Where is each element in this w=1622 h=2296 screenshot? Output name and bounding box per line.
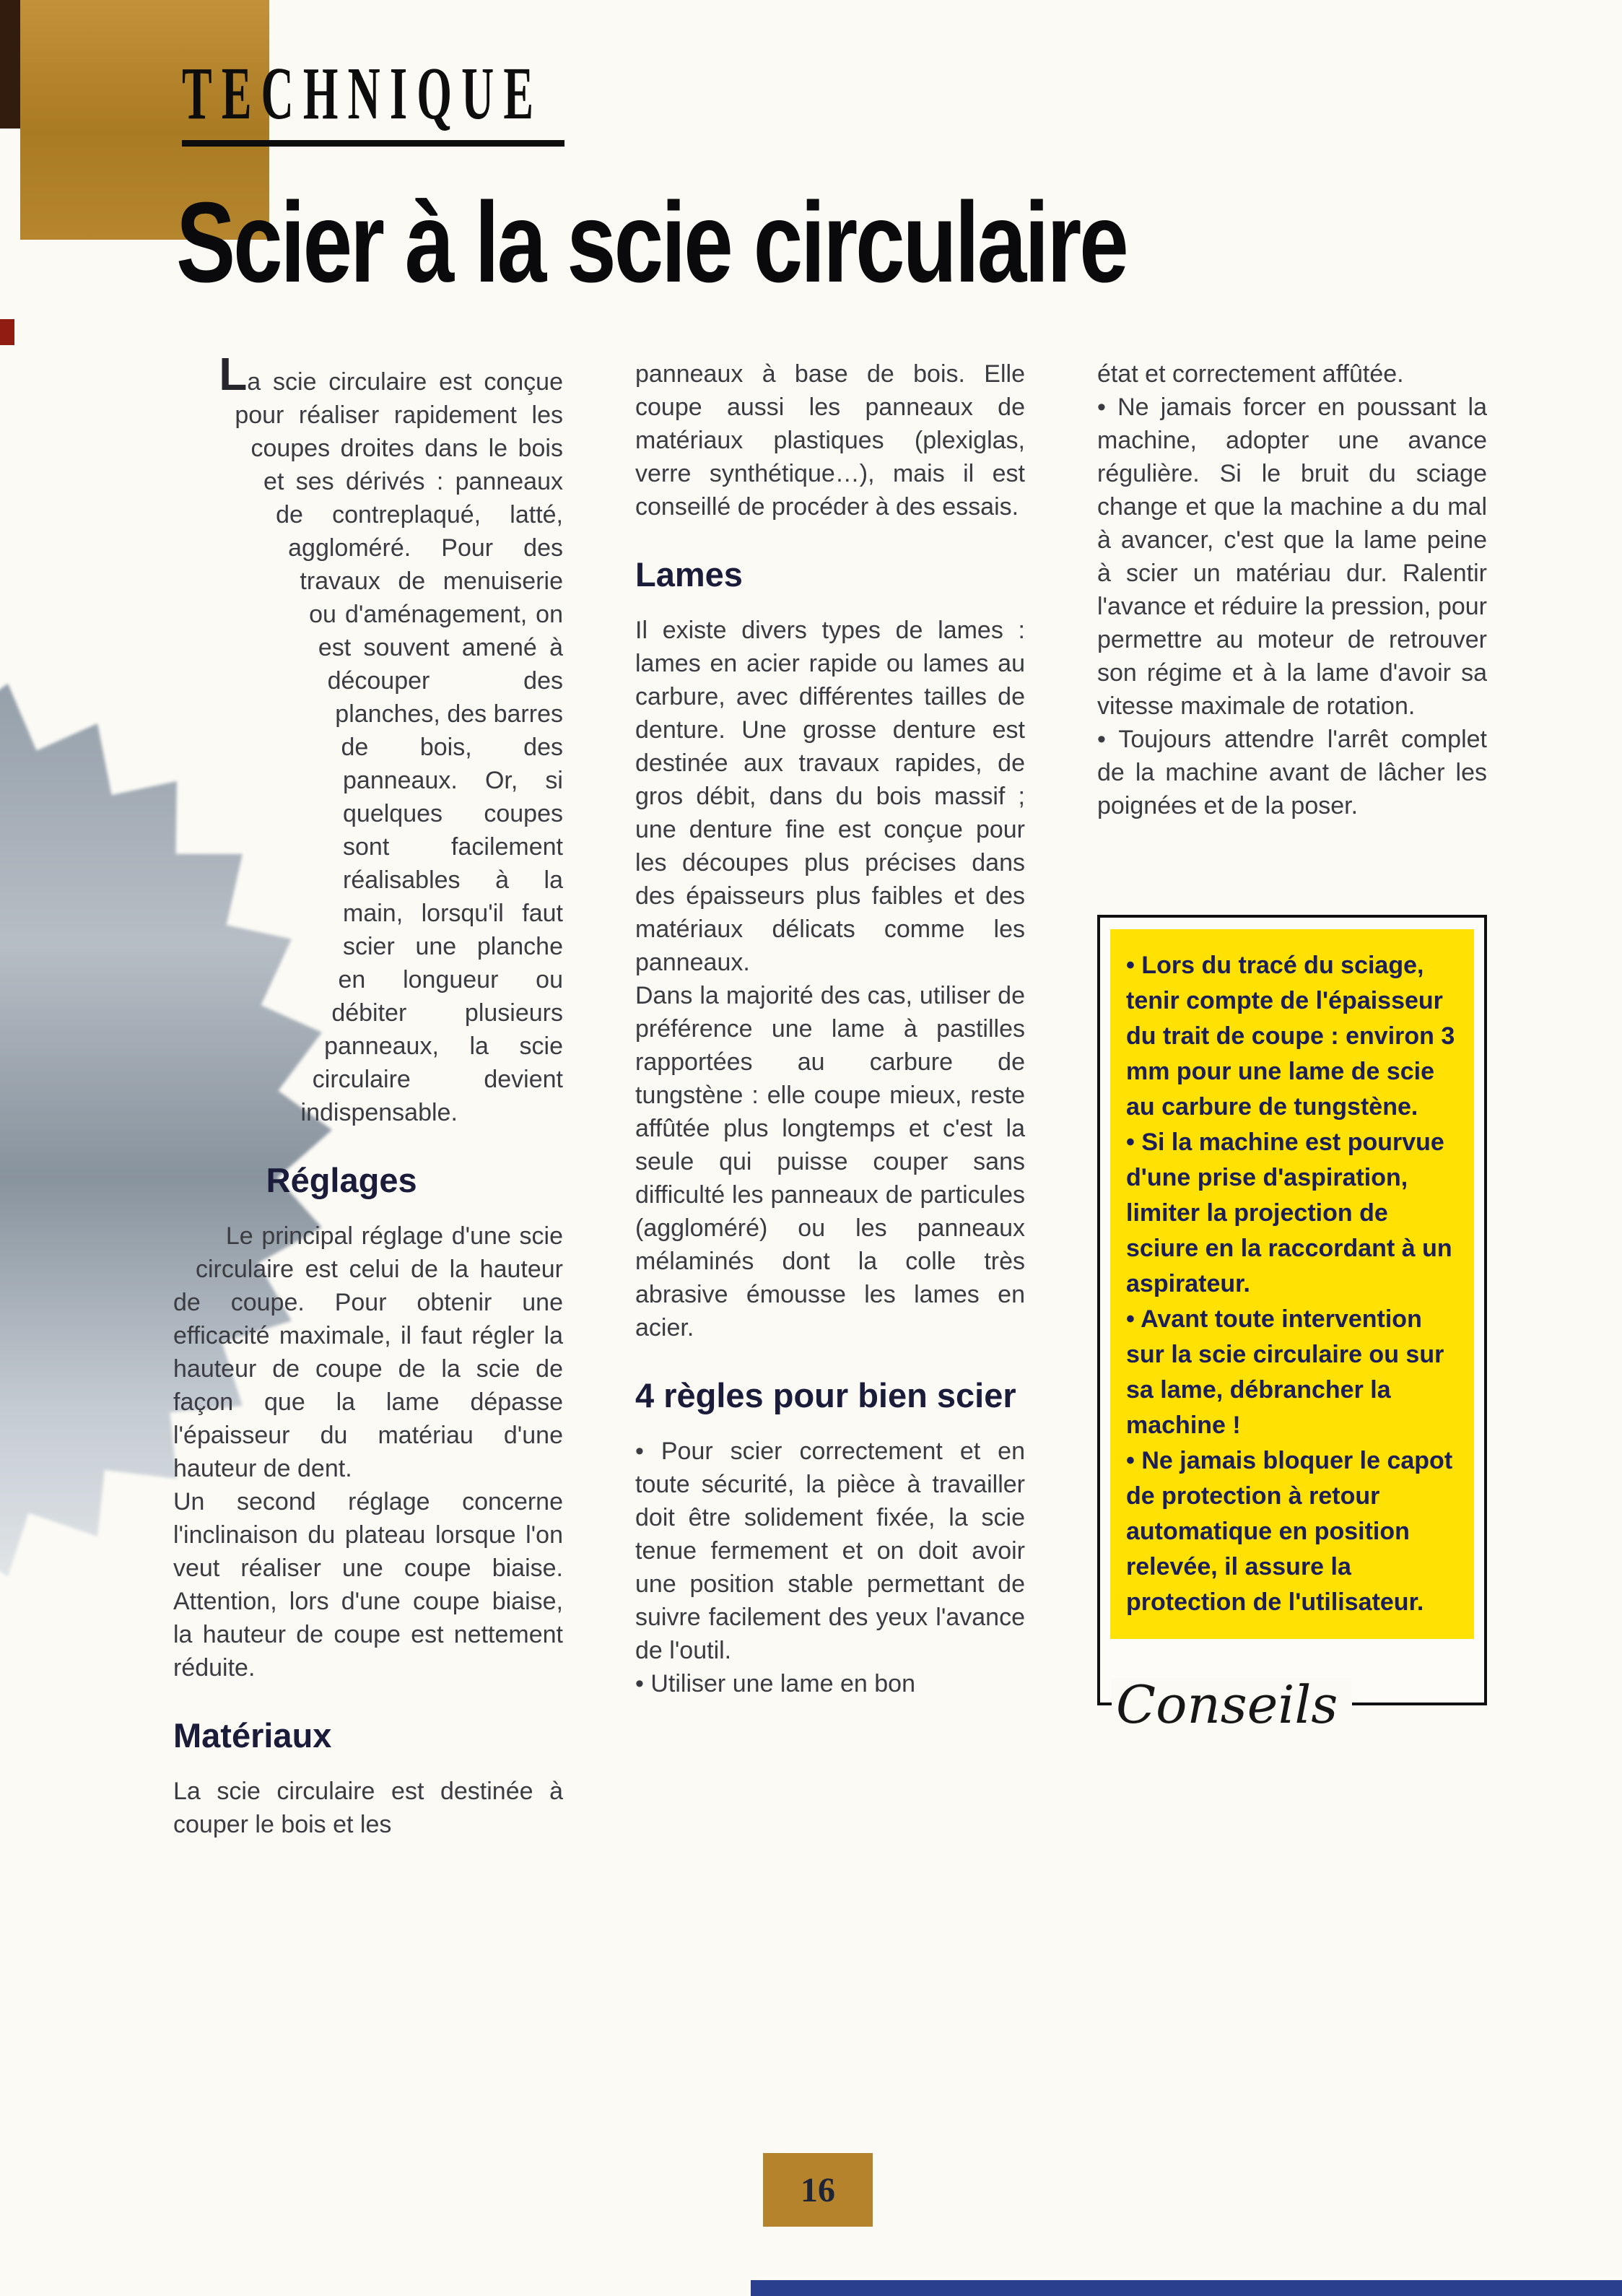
page-number: 16 bbox=[801, 2170, 835, 2209]
heading-4-regles: 4 règles pour bien scier bbox=[635, 1375, 1016, 1414]
paragraph-bullet: • Toujours attendre l'arrêt complet de la machine avant de lâcher les poignées et de la poser. bbox=[1097, 726, 1487, 819]
paragraph: Le principal réglage d'une scie circulaire est celui de la hauteur de coupe. Pour obtenir une efficacité maximale, il faut régler la hauteur de coupe de la scie de façon que la lame dépasse l'épaisseur du matériau d'une hauteur de dent. bbox=[173, 1222, 563, 1482]
paragraph: état et correctement affûtée. bbox=[1097, 360, 1404, 388]
column-1 bbox=[173, 348, 563, 1841]
paragraph-intro: La scie circulaire est conçue pour réaliser rapidement les coupes droites dans le bois et ses dérivés : panneaux de contreplaqué, latté, aggloméré. Pour des travaux de menuiserie ou d'aménagement, on est souvent amené à découper des planches, des barres de bois, des panneaux. Or, si quelques coupes sont facilement réalisables à la main, lorsqu'il faut scier une planche en longueur ou débiter plusieurs panneaux, la scie circulaire devient indispensable. bbox=[219, 348, 563, 1126]
left-edge-red-mark bbox=[0, 319, 14, 345]
heading-lames: Lames bbox=[635, 555, 743, 593]
heading-materiaux: Matériaux bbox=[173, 1716, 332, 1754]
tip-item: • Ne jamais bloquer le capot de protection à retour automatique en position relevée, il assure la protection de l'utilisateur. bbox=[1126, 1447, 1453, 1616]
tips-frame bbox=[1097, 915, 1487, 1736]
kicker-underline bbox=[182, 140, 564, 147]
article-body bbox=[0, 348, 1622, 1841]
page-header bbox=[0, 0, 1622, 306]
tips-yellow-panel bbox=[1110, 929, 1474, 1639]
section-kicker: TECHNIQUE bbox=[182, 52, 544, 135]
tip-item: • Avant toute intervention sur la scie circulaire ou sur sa lame, débrancher la machine ! bbox=[1126, 1305, 1444, 1439]
heading-reglages: Réglages bbox=[266, 1161, 417, 1199]
column-3 bbox=[1097, 357, 1487, 1841]
column-2 bbox=[635, 357, 1025, 1841]
page-number-block bbox=[763, 2153, 873, 2227]
tip-item: • Si la machine est pourvue d'une prise d'aspiration, limiter la projection de sciure en la raccordant à un aspirateur. bbox=[1126, 1129, 1452, 1297]
paragraph: Un second réglage concerne l'inclinaison du plateau lorsque l'on veut réaliser une coupe biaise. Attention, lors d'une coupe biaise, la hauteur de coupe est nettement réduite. bbox=[173, 1487, 563, 1682]
paragraph: La scie circulaire est destinée à couper le bois et les bbox=[173, 1777, 563, 1838]
tip-item: • Lors du tracé du sciage, tenir compte de l'épaisseur du trait de coupe : environ 3 mm pour une lame de scie au carbure de tungstène. bbox=[1126, 952, 1455, 1121]
paragraph-bullet: • Pour scier correctement et en toute sécurité, la pièce à travailler doit être solidement fixée, la scie tenue fermement et on doit avoir une position stable permettant de suivre facilement des yeux l'avance de l'outil. bbox=[635, 1437, 1025, 1664]
paragraph: Dans la majorité des cas, utiliser de préférence une lame à pastilles rapportées au carbure de tungstène : elle coupe mieux, reste affûtée plus longtemps et c'est la seule qui puisse couper sans difficulté les panneaux de particules (aggloméré) ou les panneaux mélaminés dont la colle très abrasive émousse les lames en acier. bbox=[635, 981, 1025, 1341]
article-title: Scier à la scie circulaire bbox=[176, 179, 1127, 306]
paragraph-bullet: • Utiliser une lame en bon bbox=[635, 1669, 915, 1697]
paragraph: panneaux à base de bois. Elle coupe aussi les panneaux de matériaux plastiques (plexiglas, verre synthétique…), mais il est conseillé de procéder à des essais. bbox=[635, 360, 1025, 521]
tips-script-label: Conseils bbox=[1112, 1678, 1352, 1733]
paragraph-bullet: • Ne jamais forcer en poussant la machine, adopter une avance régulière. Si le bruit du sciage change et que la machine a du mal à avancer, c'est que la lame peine à scier un matériau dur. Ralentir l'avance et réduire la pression, pour permettre au moteur de retrouver son régime et à la lame d'avoir sa vitesse maximale de rotation. bbox=[1097, 393, 1487, 720]
paragraph: Il existe divers types de lames : lames en acier rapide ou lames au carbure, avec différentes tailles de denture. Une grosse denture est destinée aux travaux rapides, de gros débit, dans du bois massif ; une denture fine est conçue pour les découpes plus précises dans des épaisseurs plus faibles et des matériaux délicats comme les panneaux. bbox=[635, 616, 1025, 976]
bottom-blue-bar bbox=[751, 2280, 1622, 2296]
